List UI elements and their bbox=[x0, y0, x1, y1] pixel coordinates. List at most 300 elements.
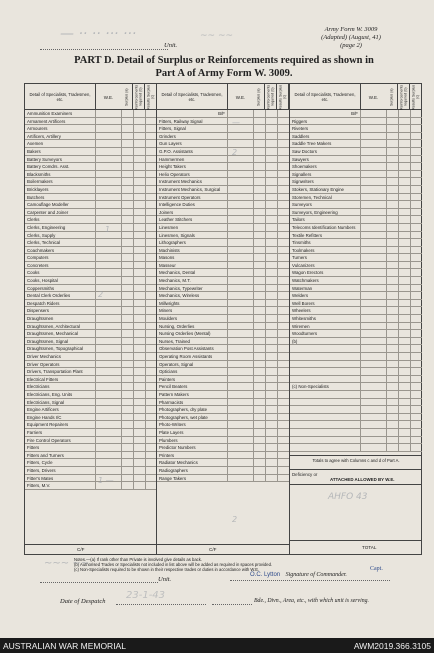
faded-handwriting-top: — ·· ·· ··· ··· bbox=[60, 26, 137, 42]
table-row bbox=[157, 171, 289, 179]
trade-label: Draughtsmen, Signal bbox=[27, 338, 69, 344]
handwritten-mark: AHFO 43 bbox=[328, 492, 368, 502]
unit-label: Unit. bbox=[164, 42, 178, 49]
table-row bbox=[290, 376, 422, 384]
trade-label: Bakers bbox=[27, 148, 41, 154]
archive-id: AWM2019.366.3105 bbox=[353, 640, 431, 651]
trade-label: Camouflage Modeller bbox=[27, 202, 69, 208]
table-row bbox=[157, 269, 289, 277]
trade-label: Fitters, M.V. bbox=[27, 483, 51, 489]
trade-label: Coachmakers bbox=[27, 247, 55, 253]
trade-label: Storemen, Technical bbox=[292, 194, 332, 200]
trade-label: Telecoms Identification Numbers bbox=[292, 224, 356, 230]
trade-label: Tailors bbox=[292, 217, 305, 223]
table-row bbox=[157, 437, 289, 445]
trade-label: Painters bbox=[159, 376, 176, 382]
trade-label: Electricians, Eng. Units bbox=[27, 391, 73, 397]
table-row bbox=[290, 125, 422, 133]
table-row bbox=[290, 368, 422, 376]
table-row bbox=[290, 171, 422, 179]
table-row bbox=[157, 429, 289, 437]
table-row bbox=[25, 118, 156, 126]
trade-label: Clerks bbox=[27, 217, 40, 223]
table-row bbox=[157, 315, 289, 323]
table-row bbox=[290, 277, 422, 285]
trade-label: Mechanics, Wireless bbox=[159, 293, 200, 299]
table-row bbox=[25, 269, 156, 277]
trade-label: Fitters bbox=[27, 445, 40, 451]
bde-label: Bde., Divn., Area, etc., with which unit is serving. bbox=[254, 598, 369, 604]
totals-note: Totals to agree with Columns c and d of Part A. bbox=[290, 455, 422, 469]
table-row bbox=[290, 345, 422, 353]
trade-label: Textile Refitters bbox=[292, 232, 323, 238]
cf-row bbox=[25, 544, 156, 554]
table-row bbox=[157, 444, 289, 452]
handwritten-mark: 2 bbox=[232, 515, 238, 524]
bf-row bbox=[290, 110, 422, 118]
table-row bbox=[25, 224, 156, 232]
trade-label: Height Takers bbox=[159, 164, 186, 170]
form-reference bbox=[306, 26, 396, 50]
header-reinforcements: Reinforcements required (b) bbox=[265, 84, 277, 110]
header-results: Results Surplus (c) bbox=[277, 84, 289, 110]
trade-label: Fitters and Turners bbox=[27, 452, 64, 458]
trade-label: Electricians bbox=[27, 384, 50, 390]
trade-label: Joiners bbox=[159, 209, 174, 215]
table-row bbox=[25, 163, 156, 171]
table-row bbox=[25, 186, 156, 194]
table-row bbox=[157, 247, 289, 255]
handwritten-mark: 1 bbox=[105, 225, 111, 234]
total-label: TOTAL bbox=[362, 545, 377, 550]
table-row bbox=[290, 247, 422, 255]
trade-label: Miners bbox=[159, 308, 173, 314]
table-row bbox=[290, 285, 422, 293]
trade-label: Photographers, dry plate bbox=[159, 407, 208, 413]
table-row bbox=[290, 118, 422, 126]
table-row bbox=[157, 118, 289, 126]
trade-label: Draughtsmen bbox=[27, 316, 54, 322]
table-row bbox=[157, 361, 289, 369]
signature-line bbox=[230, 580, 390, 581]
table-row bbox=[25, 140, 156, 148]
handwritten-mark: 2 bbox=[98, 290, 104, 299]
header-surplus: Surplus (a) bbox=[386, 84, 398, 110]
table-row bbox=[157, 452, 289, 460]
table-row bbox=[290, 338, 422, 346]
table-row bbox=[25, 254, 156, 262]
table-row bbox=[157, 209, 289, 217]
table-row bbox=[25, 475, 156, 483]
total-row bbox=[290, 540, 422, 554]
table-row bbox=[25, 391, 156, 399]
header-reinforcements: Reinforcements required (b) bbox=[398, 84, 410, 110]
table-column-3 bbox=[290, 84, 422, 554]
table-row bbox=[25, 399, 156, 407]
table-row bbox=[157, 232, 289, 240]
despatch-label: Date of Despatch bbox=[60, 598, 106, 605]
trade-label: Printers bbox=[159, 452, 175, 458]
table-row bbox=[157, 300, 289, 308]
table-row bbox=[157, 163, 289, 171]
trade-label: Observation Post Assistants bbox=[159, 346, 214, 352]
trade-label: Riggers bbox=[292, 118, 308, 124]
trade-label: Cooks bbox=[27, 270, 40, 276]
table-column-2 bbox=[157, 84, 290, 554]
trade-label: Masseur bbox=[159, 262, 176, 268]
table-row bbox=[157, 338, 289, 346]
trade-label: Mechanics, Typewriter bbox=[159, 285, 203, 291]
trade-label: Cooks, Hospital bbox=[27, 278, 58, 284]
bf-label: B/F bbox=[351, 111, 358, 116]
table-row bbox=[290, 156, 422, 164]
trade-label: Mechanics, Dental bbox=[159, 270, 196, 276]
table-row bbox=[290, 140, 422, 148]
trade-label: Operators, Signal bbox=[159, 361, 194, 367]
table-row bbox=[25, 437, 156, 445]
header-detail: Detail of Specialists, Tradesmen, etc. bbox=[294, 92, 356, 102]
trade-label: Electrical Fitters bbox=[27, 376, 59, 382]
trade-label: Mechanics, M.T. bbox=[159, 278, 191, 284]
trade-label: Hammermen bbox=[159, 156, 185, 162]
table-row bbox=[157, 383, 289, 391]
trade-label: Concreters bbox=[27, 262, 49, 268]
table-row bbox=[290, 437, 422, 445]
trade-label: Farriers bbox=[27, 429, 43, 435]
trade-label: Armament Artificers bbox=[27, 118, 66, 124]
header-detail: Detail of Specialists, Tradesmen, etc. bbox=[29, 92, 91, 102]
table-row bbox=[290, 269, 422, 277]
archive-footer bbox=[0, 638, 434, 653]
trade-label: Gun Layers bbox=[159, 141, 182, 147]
trade-label: Waterman bbox=[292, 285, 313, 291]
table-row bbox=[290, 391, 422, 399]
trade-label: Armourers bbox=[27, 126, 48, 132]
table-header bbox=[157, 84, 289, 110]
table-row bbox=[25, 156, 156, 164]
table-row bbox=[157, 224, 289, 232]
trade-label: Vulcanizers bbox=[292, 262, 315, 268]
trade-label: G.P.O. Assistants bbox=[159, 148, 193, 154]
table-header bbox=[290, 84, 422, 110]
table-row bbox=[25, 216, 156, 224]
trade-label: Fitter's Mates bbox=[27, 475, 54, 481]
table-row bbox=[25, 406, 156, 414]
table-row bbox=[290, 361, 422, 369]
trade-label: Watchmakers bbox=[292, 278, 319, 284]
form-adapted: (Adapted) (August, 41) bbox=[321, 34, 381, 41]
table-header bbox=[25, 84, 156, 110]
trade-label: Dispensers bbox=[27, 308, 49, 314]
table-row bbox=[290, 399, 422, 407]
table-row bbox=[157, 467, 289, 475]
trade-label: Wiremen bbox=[292, 323, 310, 329]
trade-label: Butchers bbox=[27, 194, 45, 200]
table-row bbox=[25, 361, 156, 369]
trade-label: Driver Mechanics bbox=[27, 354, 61, 359]
trade-label: Pattern Makers bbox=[159, 391, 189, 397]
table-row bbox=[25, 171, 156, 179]
table-row bbox=[290, 323, 422, 331]
trade-label: Surveyors, Engineering bbox=[292, 209, 338, 215]
trade-label: Plumbers bbox=[159, 437, 178, 443]
page-title: PART D. Detail of Surplus or Reinforcements required as shown in Part A of Army Form W. 3009. bbox=[74, 55, 374, 79]
despatch-date: 23-1-43 bbox=[126, 590, 166, 601]
trade-label: Instrument Operators bbox=[159, 194, 201, 200]
trade-label: Axemen bbox=[27, 141, 44, 147]
table-row bbox=[290, 209, 422, 217]
bde-line bbox=[212, 604, 252, 605]
trade-label: Battery Comdrs. Asst. bbox=[27, 164, 70, 170]
header-surplus: Surplus (a) bbox=[253, 84, 265, 110]
trade-label: Helio Operators bbox=[159, 171, 190, 177]
trade-label: Intelligence Duties bbox=[159, 202, 195, 208]
trade-label: (c) Non-Specialists bbox=[292, 384, 329, 390]
table-column-1 bbox=[25, 84, 157, 554]
cf-label: C/F bbox=[77, 547, 85, 552]
trade-label: Saddlers bbox=[292, 133, 310, 139]
table-row bbox=[290, 353, 422, 361]
unit-label-bottom: Unit. bbox=[158, 576, 172, 583]
table-row bbox=[25, 482, 156, 490]
table-row bbox=[157, 459, 289, 467]
table-row bbox=[290, 216, 422, 224]
table-row bbox=[290, 186, 422, 194]
table-row bbox=[157, 353, 289, 361]
trade-label: Driver Operators bbox=[27, 361, 60, 367]
trade-label: Sawyers bbox=[292, 156, 309, 162]
trade-label: Plate Layers bbox=[159, 429, 184, 435]
trade-label: Whitesmiths bbox=[292, 316, 316, 322]
trade-label: Fitters, Railway Signal bbox=[159, 118, 203, 124]
notes: Notes.—(a) If rank other than Private is involved give details as back. (b) Authorised Trades or Specialists not included in list above will be added as required in spaces provided. (c) Non-Specialists required to be shown in their respective trades or duties in accordance with W.E. bbox=[74, 557, 273, 573]
table-row bbox=[290, 429, 422, 437]
table-row bbox=[157, 414, 289, 422]
trade-label: Opticians bbox=[159, 369, 178, 375]
table-row bbox=[157, 285, 289, 293]
header-surplus: Surplus (a) bbox=[121, 84, 133, 110]
trade-label: Fitters, Signal bbox=[159, 126, 186, 132]
trade-label: Blacksmiths bbox=[27, 171, 51, 177]
table-row bbox=[157, 156, 289, 164]
table-row bbox=[25, 421, 156, 429]
table-row bbox=[290, 254, 422, 262]
trade-label: Signwriters bbox=[292, 179, 314, 185]
table-row bbox=[25, 110, 156, 118]
trade-label: Draughtsmen, Architectural bbox=[27, 323, 80, 329]
table-row bbox=[25, 194, 156, 202]
table-row bbox=[157, 345, 289, 353]
trade-label: Drivers, Transportation Plant bbox=[27, 369, 83, 375]
trade-label: Computers bbox=[27, 255, 49, 261]
archive-name: AUSTRALIAN WAR MEMORIAL bbox=[3, 640, 126, 651]
trade-label: Leather Stitchers bbox=[159, 217, 193, 223]
handwritten-mark: — bbox=[232, 118, 240, 127]
unit-line-bottom bbox=[40, 582, 158, 583]
trade-label: Bricklayers bbox=[27, 186, 49, 192]
table-row bbox=[25, 125, 156, 133]
bf-row bbox=[157, 110, 289, 118]
trade-label: Predictor Numbers bbox=[159, 445, 196, 451]
trade-label: Carpenter and Joiner bbox=[27, 209, 69, 215]
handwritten-mark: 2 bbox=[232, 148, 238, 157]
table-row bbox=[157, 277, 289, 285]
table-row bbox=[157, 475, 289, 483]
bf-label: B/F bbox=[218, 111, 225, 116]
table-row bbox=[157, 148, 289, 156]
trade-label: Battery Surveyors bbox=[27, 156, 62, 162]
table-row bbox=[25, 452, 156, 460]
form-page-number: (page 2) bbox=[340, 42, 362, 49]
table-row bbox=[157, 201, 289, 209]
trade-label: Welders bbox=[292, 293, 309, 299]
trade-label: Shoemakers bbox=[292, 164, 317, 170]
trade-label: Riveters bbox=[292, 126, 309, 132]
trade-label: Radiographers bbox=[159, 467, 188, 473]
table-row bbox=[25, 330, 156, 338]
trade-label: Dental Clerk Orderlies bbox=[27, 293, 71, 299]
table-row bbox=[157, 307, 289, 315]
table-row bbox=[25, 292, 156, 300]
trade-label: Ammunition Examiners bbox=[27, 111, 73, 116]
trade-label: Toolmakers bbox=[292, 247, 315, 253]
unit-line bbox=[40, 49, 168, 50]
trade-label: Grinders bbox=[159, 133, 176, 139]
table-row bbox=[25, 133, 156, 141]
table-row bbox=[157, 186, 289, 194]
trade-label: Woodturners bbox=[292, 331, 318, 337]
table-row bbox=[25, 307, 156, 315]
table-row bbox=[157, 262, 289, 270]
trade-label: Engine Hands I/C bbox=[27, 414, 62, 420]
table-row bbox=[25, 414, 156, 422]
trade-label: (b) bbox=[292, 338, 298, 344]
trade-label: Stokers, Stationary Engine bbox=[292, 186, 344, 192]
form-number: Army Form W. 3009 bbox=[324, 26, 378, 33]
table-row bbox=[25, 285, 156, 293]
trade-label: Pharmacists bbox=[159, 399, 184, 405]
header-reinforcements: Reinforcements required (b) bbox=[133, 84, 145, 110]
table-row bbox=[25, 345, 156, 353]
trade-label: Range Takers bbox=[159, 475, 187, 481]
table-row bbox=[25, 148, 156, 156]
table-row bbox=[290, 406, 422, 414]
trade-label: Masons bbox=[159, 255, 175, 261]
trade-label: Tinsmiths bbox=[292, 240, 311, 246]
header-we: W.E. bbox=[227, 84, 253, 110]
table-row bbox=[157, 292, 289, 300]
table-row bbox=[290, 292, 422, 300]
rank-stamp: Capt. bbox=[370, 566, 383, 572]
table-row bbox=[290, 421, 422, 429]
trade-label: Millwrights bbox=[159, 300, 180, 306]
trade-label: Clerks, Supply bbox=[27, 232, 56, 238]
trade-label: Surveyors bbox=[292, 202, 312, 208]
trade-label: Fitters, Cycle bbox=[27, 460, 53, 466]
table-row bbox=[25, 383, 156, 391]
faded-handwriting-unit: ~~~ ~~ bbox=[44, 558, 90, 569]
trade-label: Draughtsmen, Topographical bbox=[27, 346, 84, 352]
deficiency-label: Deficiency or bbox=[292, 472, 318, 477]
table-row bbox=[157, 216, 289, 224]
header-results: Results Surplus (c) bbox=[410, 84, 422, 110]
trade-label: Saw Doctors bbox=[292, 148, 317, 154]
table-row bbox=[157, 178, 289, 186]
table-row bbox=[290, 383, 422, 391]
table-row bbox=[290, 224, 422, 232]
trade-label: Draughtsmen, Mechanical bbox=[27, 331, 79, 337]
trade-label: Boilermakers bbox=[27, 179, 53, 185]
table-row bbox=[290, 414, 422, 422]
trade-label: Fire Control Operators bbox=[27, 437, 71, 443]
trade-label: Wagon Erectors bbox=[292, 270, 324, 276]
trade-label: Wheelers bbox=[292, 308, 311, 314]
table-row bbox=[290, 148, 422, 156]
trade-label: Linesmen bbox=[159, 224, 179, 230]
trade-label: Turners bbox=[292, 255, 307, 261]
table-row bbox=[157, 254, 289, 262]
table-row bbox=[157, 368, 289, 376]
trade-label: Clerks, Engineering bbox=[27, 224, 66, 230]
table-row bbox=[290, 178, 422, 186]
table-row bbox=[157, 399, 289, 407]
trade-label: Coppersmiths bbox=[27, 285, 55, 291]
table-row bbox=[25, 262, 156, 270]
attached-label: ATTACHED ALLOWED BY W.E. bbox=[330, 477, 395, 482]
table-row bbox=[25, 444, 156, 452]
trade-label: Well Borers bbox=[292, 300, 315, 306]
table-row bbox=[25, 315, 156, 323]
trade-label: Electricians, Signal bbox=[27, 399, 65, 405]
trade-label: Radiator Mechanics bbox=[159, 460, 198, 466]
trade-label: Photo-Writers bbox=[159, 422, 186, 428]
table-row bbox=[157, 125, 289, 133]
table-row bbox=[25, 338, 156, 346]
trade-label: Operating Room Assistants bbox=[159, 354, 213, 359]
trade-label: Clerks, Technical bbox=[27, 240, 61, 246]
table-row bbox=[25, 239, 156, 247]
header-we: W.E. bbox=[95, 84, 121, 110]
table-row bbox=[25, 232, 156, 240]
trade-label: Machinists bbox=[159, 247, 180, 253]
table-row bbox=[290, 232, 422, 240]
table-row bbox=[25, 459, 156, 467]
table-row bbox=[157, 421, 289, 429]
trade-label: Nurses, Trained bbox=[159, 338, 190, 344]
table-row bbox=[25, 300, 156, 308]
header-results: Results Surplus (c) bbox=[145, 84, 157, 110]
table-row bbox=[290, 201, 422, 209]
trade-label: Photographers, wet plate bbox=[159, 414, 208, 420]
trade-label: Despatch Riders bbox=[27, 300, 60, 306]
specialists-table bbox=[24, 83, 422, 555]
handwritten-mark: 1 — bbox=[98, 476, 114, 485]
table-row bbox=[157, 330, 289, 338]
table-row bbox=[25, 353, 156, 361]
table-row bbox=[290, 315, 422, 323]
table-row bbox=[25, 247, 156, 255]
trade-label: Pencil Beaters bbox=[159, 384, 188, 390]
table-row bbox=[157, 391, 289, 399]
trade-label: Lithographers bbox=[159, 240, 186, 246]
trade-label: Artificers, Artillery bbox=[27, 133, 61, 139]
table-row bbox=[25, 368, 156, 376]
trade-label: Fitters, Drivers bbox=[27, 467, 56, 473]
trade-label: Moulders bbox=[159, 316, 178, 322]
table-row bbox=[157, 323, 289, 331]
cf-label: C/F bbox=[209, 547, 217, 552]
table-row bbox=[157, 376, 289, 384]
